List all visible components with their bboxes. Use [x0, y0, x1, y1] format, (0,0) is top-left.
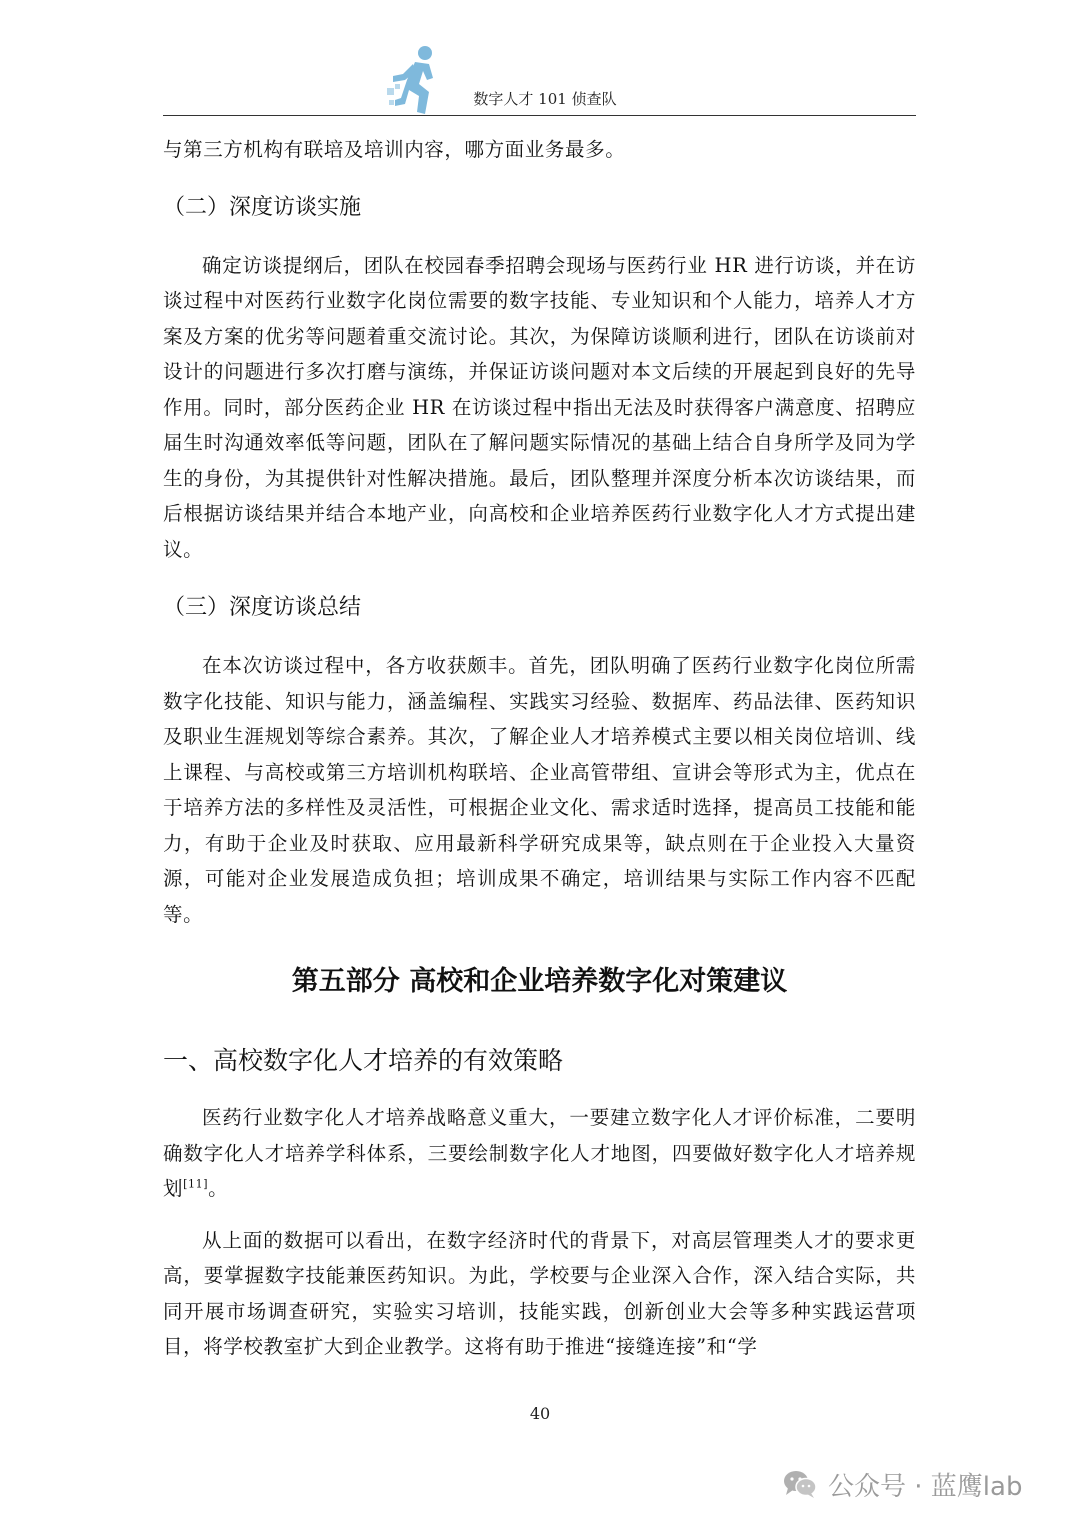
heading-interview-implementation: （二）深度访谈实施	[163, 194, 362, 220]
citation-reference: [11]	[183, 1177, 209, 1191]
page-header	[0, 0, 1080, 130]
page-number: 40	[529, 1404, 551, 1423]
paragraph-continued: 与第三方机构有联培及培训内容，哪方面业务最多。	[163, 138, 626, 161]
watermark-text: 公众号 · 蓝鹰lab	[828, 1471, 1023, 1502]
header-title: 数字人才 101 侦查队	[473, 90, 617, 108]
paragraph-interview-summary: 在本次访谈过程中，各方收获颇丰。首先，团队明确了医药行业数字化岗位所需数字化技能、知识与能力，涵盖编程、实践实习经验、数据库、药品法律、医药知识及职业生涯规划等综合素养。其次，了解企业人才培养模式主要以相关岗位培训、线上课程、与高校或第三方培训机构联培、企业高管带组、宣讲会等形式为主，优点在于培养方法的多样性及灵活性，可根据企业文化、需求适时选择，提高员工技能和能力，有助于企业及时获取、应用最新科学研究成果等，缺点则在于企业投入大量资源，可能对企业发展造成负担；培训成果不确定，培训结果与实际工作内容不匹配等。	[163, 654, 916, 926]
paragraph-strategy-end: 。	[208, 1177, 229, 1200]
wechat-icon	[782, 1468, 818, 1500]
paragraph-strategy-text: 医药行业数字化人才培养战略意义重大，一要建立数字化人才评价标准，二要明确数字化人才培养学科体系，三要绘制数字化人才地图，四要做好数字化人才培养规划	[163, 1106, 916, 1200]
header-divider	[163, 115, 916, 116]
heading-part-five: 第五部分 高校和企业培养数字化对策建议	[291, 966, 788, 997]
heading-section-one: 一、高校数字化人才培养的有效策略	[163, 1046, 564, 1075]
paragraph-strategy	[163, 1100, 916, 1207]
runner-logo-icon	[385, 44, 447, 116]
paragraph-data-analysis: 从上面的数据可以看出，在数字经济时代的背景下，对高层管理类人才的要求更高，要掌握数字技能兼医药知识。为此，学校要与企业深入合作，深入结合实际，共同开展市场调查研究，实验实习培训，技能实践，创新创业大会等多种实践运营项目，将学校教室扩大到企业教学。这将有助于推进“接缝连接”和“学	[163, 1228, 916, 1358]
page-content	[163, 128, 916, 1365]
watermark	[782, 1462, 1022, 1506]
paragraph-interview-implementation: 确定访谈提纲后，团队在校园春季招聘会现场与医药行业 HR 进行访谈，并在访谈过程中对医药行业数字化岗位需要的数字技能、专业知识和个人能力，培养人才方案及方案的优劣等问题着重交流讨论。其次，为保障访谈顺利进行，团队在访谈前对设计的问题进行多次打磨与演练，并保证访谈问题对本文后续的开展起到良好的先导作用。同时，部分医药企业 HR 在访谈过程中指出无法及时获得客户满意度、招聘应届生时沟通效率低等问题，团队在了解问题实际情况的基础上结合自身所学及同为学生的身份，为其提供针对性解决措施。最后，团队整理并深度分析本次访谈结果，而后根据访谈结果并结合本地产业，向高校和企业培养医药行业数字化人才方式提出建议。	[163, 253, 916, 561]
heading-interview-summary: （三）深度访谈总结	[163, 595, 362, 620]
